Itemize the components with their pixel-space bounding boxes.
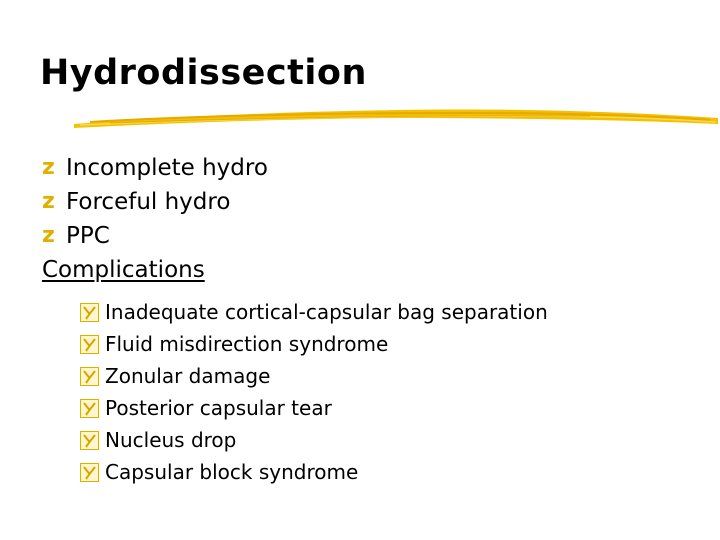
complications-heading: Complications xyxy=(42,257,205,283)
bullet-text: PPC xyxy=(66,223,110,249)
bullet-text: Incomplete hydro xyxy=(66,155,268,181)
sub-bullet-text: Posterior capsular tear xyxy=(105,396,332,420)
z-bullet-icon: z xyxy=(42,223,55,248)
y-bullet-icon xyxy=(80,303,99,322)
bullet-text: Forceful hydro xyxy=(66,189,231,215)
sub-bullet-text: Capsular block syndrome xyxy=(105,460,359,484)
sub-bullet-text: Nucleus drop xyxy=(105,428,237,452)
list-item xyxy=(42,219,268,253)
slide-title: Hydrodissection xyxy=(40,53,367,93)
sub-bullet-text: Zonular damage xyxy=(105,364,271,388)
y-bullet-icon xyxy=(80,463,99,482)
list-item xyxy=(80,392,548,424)
y-bullet-icon xyxy=(80,399,99,418)
list-item xyxy=(80,360,548,392)
y-bullet-icon xyxy=(80,431,99,450)
main-bullet-list xyxy=(42,151,268,287)
list-item xyxy=(80,424,548,456)
sub-bullet-text: Inadequate cortical-capsular bag separation xyxy=(105,300,548,324)
y-bullet-icon xyxy=(80,335,99,354)
list-item xyxy=(42,185,268,219)
list-item xyxy=(80,296,548,328)
title-underline-brushstroke xyxy=(70,104,720,132)
z-bullet-icon: z xyxy=(42,155,55,180)
complications-list xyxy=(80,296,548,488)
list-item xyxy=(42,151,268,185)
list-item xyxy=(80,456,548,488)
sub-bullet-text: Fluid misdirection syndrome xyxy=(105,332,389,356)
y-bullet-icon xyxy=(80,367,99,386)
z-bullet-icon: z xyxy=(42,189,55,214)
list-item xyxy=(80,328,548,360)
